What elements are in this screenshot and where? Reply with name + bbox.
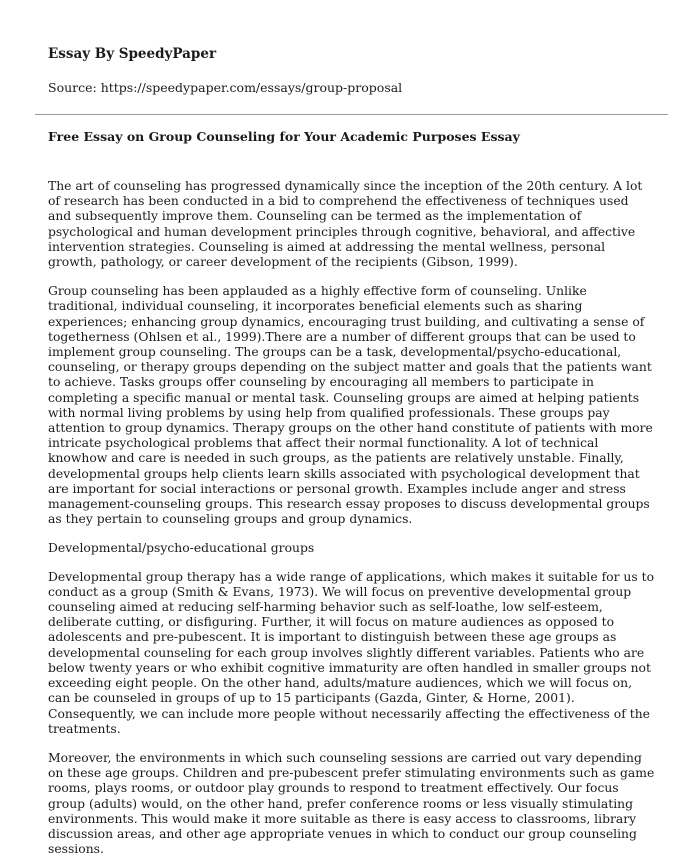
header-divider	[35, 114, 668, 115]
source-line: Source: https://speedypaper.com/essays/group-proposal	[48, 80, 403, 95]
paragraph-3: Developmental group therapy has a wide range of applications, which makes it suitable for us to conduct as a group (Smith & Evans, 1973). We will focus on preventive developmental group counseling aimed at reducing self-harming behavior such as self-loathe, low self-esteem, deliberate cutting, or disfiguring. Further, it will focus on mature audiences as opposed to adolescents and pre-pubescent. It is important to distinguish between these age groups as developmental counseling for each group involves slightly different variables. Patients who are below twenty years or who exhibit cognitive immaturity are often handled in smaller groups not exceeding eight people. On the other hand, adults/mature audiences, which we will focus on, can be counseled in groups of up to 15 participants (Gazda, Ginter, & Horne, 2001). Consequently, we can include more people without necessarily affecting the effectiveness of the treatments.	[48, 569, 655, 736]
brand-heading: Essay By SpeedyPaper	[48, 46, 217, 62]
paragraph-1: The art of counseling has progressed dynamically since the inception of the 20th century. A lot of research has been conducted in a bid to comprehend the effectiveness of techniques used and subsequently improve them. Counseling can be termed as the implementation of psychological and human development principles through cognitive, behavioral, and affective intervention strategies. Counseling is aimed at addressing the mental wellness, personal growth, pathology, or career development of the recipients (Gibson, 1999).	[48, 179, 643, 270]
paragraph-2: Group counseling has been applauded as a highly effective form of counseling. Unlike traditional, individual counseling, it incorporates beneficial elements such as sharing experiences; enhancing group dynamics, encouraging trust building, and cultivating a sense of togetherness (Ohlsen et al., 1999).There are a number of different groups that can be used to implement group counseling. The groups can be a task, developmental/psycho-educational, counseling, or therapy groups depending on the subject matter and goals that the patients want to achieve. Tasks groups offer counseling by encouraging all members to participate in completing a specific manual or mental task. Counseling groups are aimed at helping patients with normal living problems by using help from qualified professionals. These groups pay attention to group dynamics. Therapy groups on the other hand constitute of patients with more intricate psychological problems that affect their normal functionality. A lot of technical knowhow and care is needed in such groups, as the patients are relatively unstable. Finally, developmental groups help clients learn skills associated with psychological development that are important for social interactions or personal growth. Examples include anger and stress management-counseling groups. This research essay proposes to discuss developmental groups as they pertain to counseling groups and group dynamics.	[48, 284, 653, 527]
paragraph-4: Moreover, the environments in which such counseling sessions are carried out vary depending on these age groups. Children and pre-pubescent prefer stimulating environments such as game rooms, plays rooms, or outdoor play grounds to respond to treatment effectively. Our focus group (adults) would, on the other hand, prefer conference rooms or less visually stimulating environments. This would make it more suitable as there is easy access to classrooms, library discussion areas, and other age appropriate venues in which to conduct our group counseling sessions.	[48, 750, 655, 857]
document-body	[48, 179, 655, 857]
document-title: Free Essay on Group Counseling for Your Academic Purposes Essay	[48, 129, 520, 144]
section-subheading: Developmental/psycho-educational groups	[48, 541, 315, 556]
